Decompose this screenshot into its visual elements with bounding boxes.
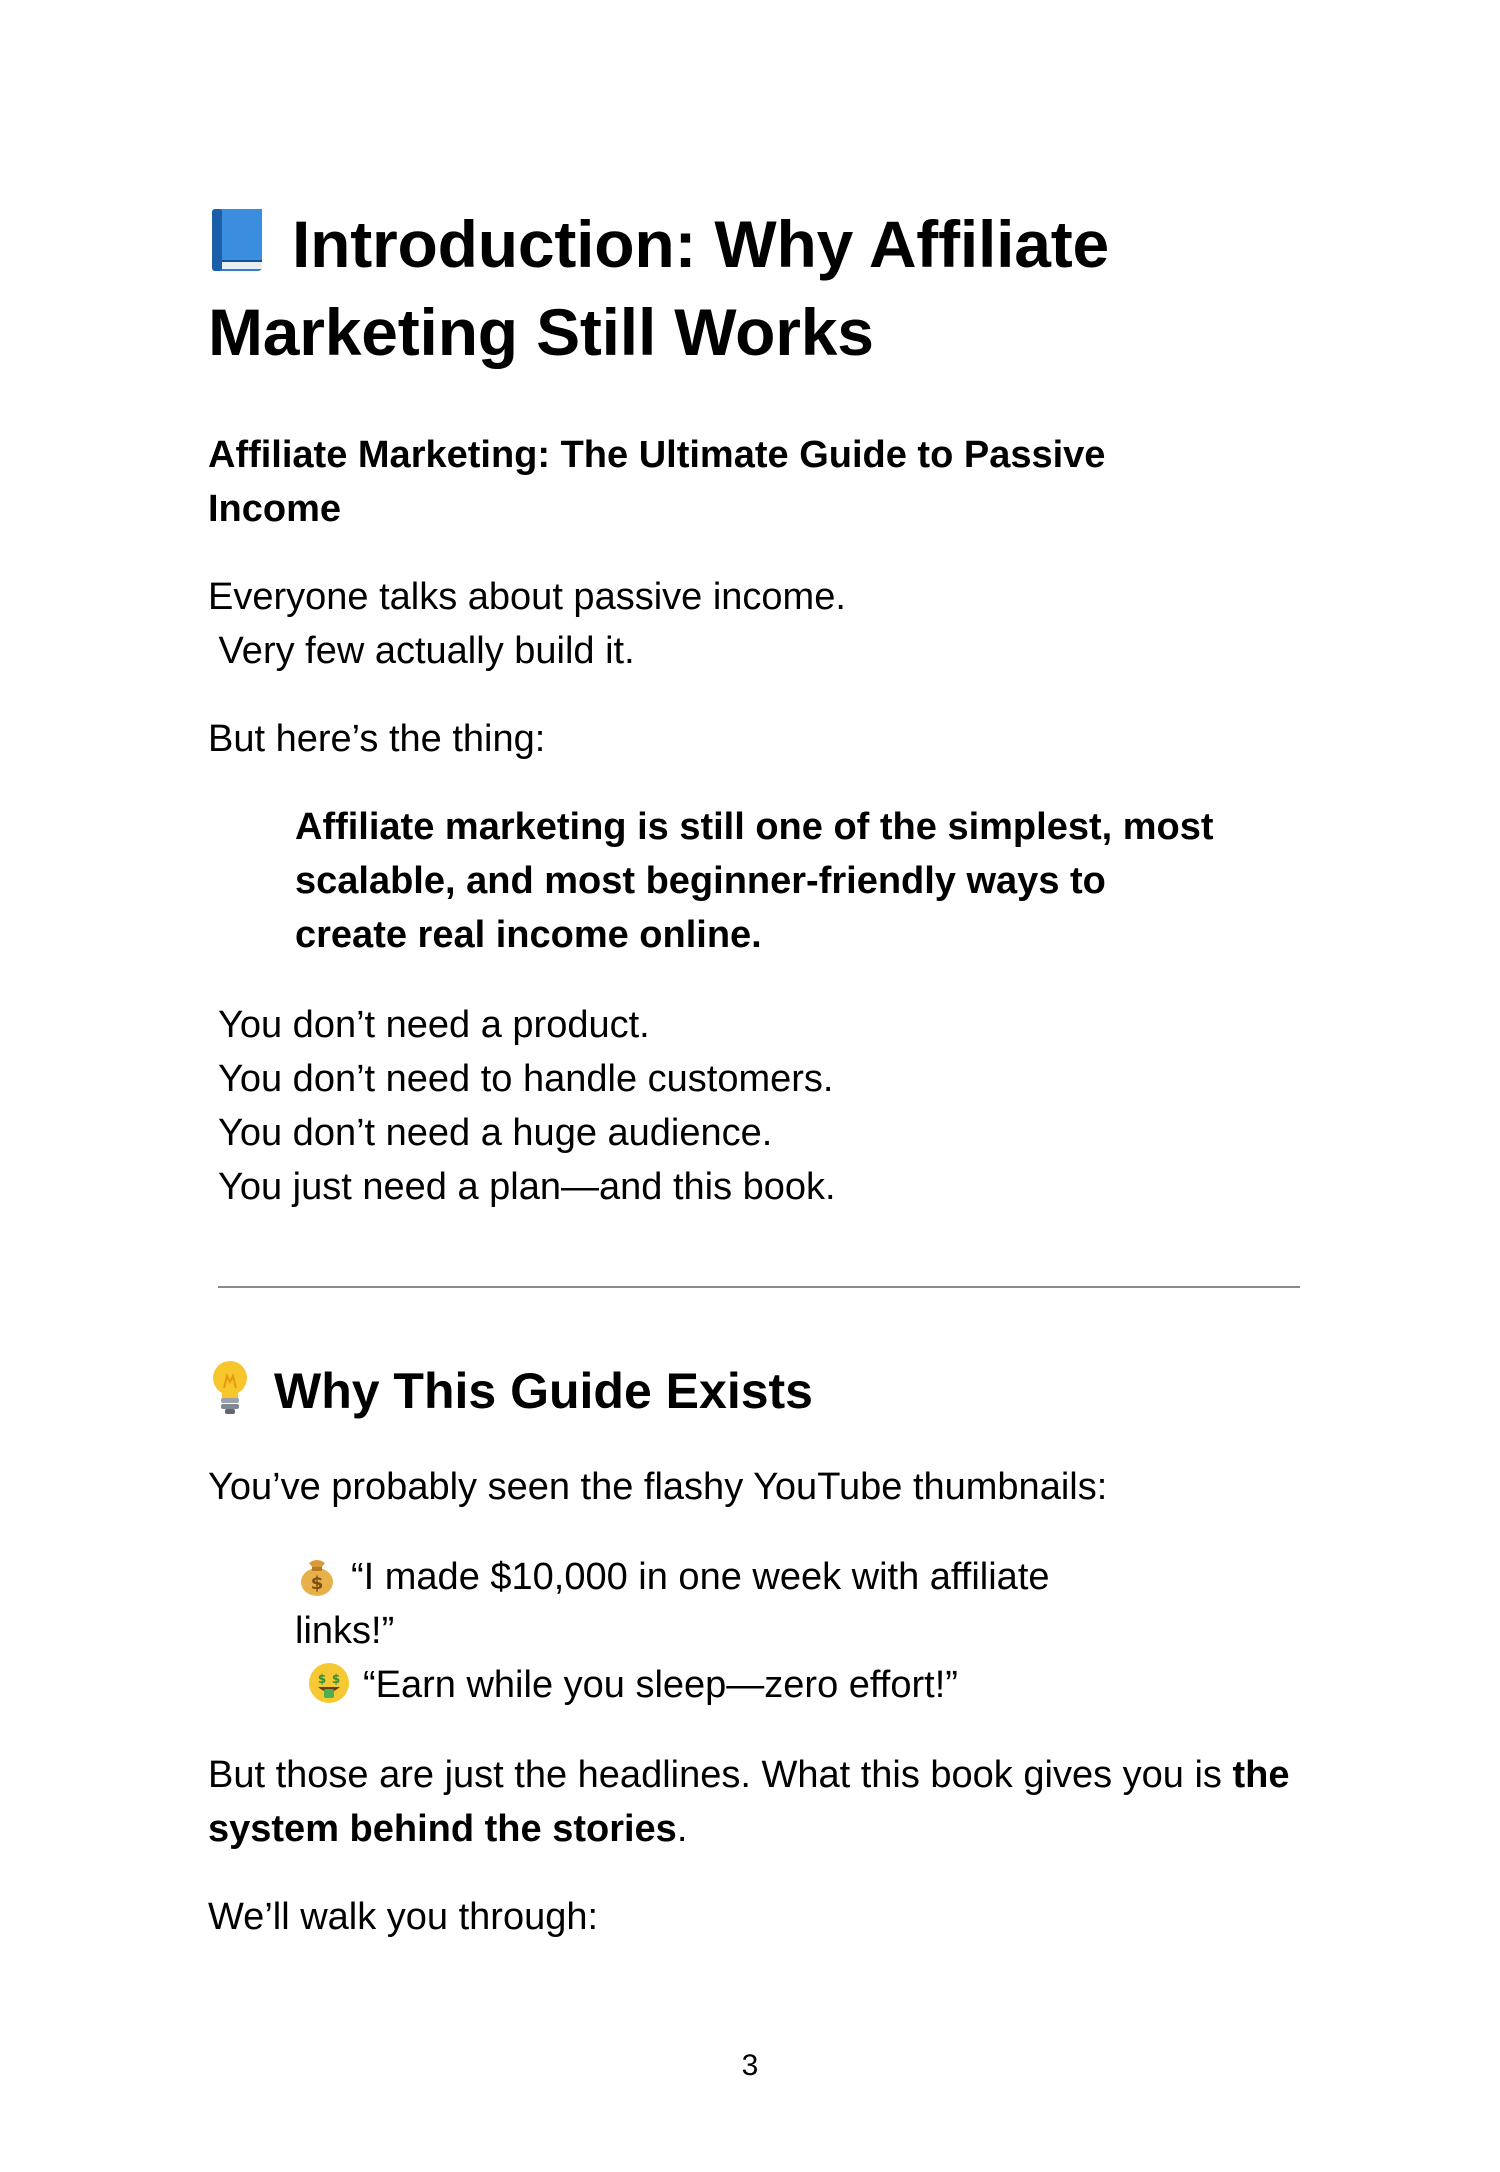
closing-emphasis: the system behind the stories bbox=[208, 1754, 1290, 1850]
needs-line-3: You don’t need a huge audience. bbox=[218, 1112, 773, 1154]
svg-text:$: $ bbox=[317, 1672, 327, 1686]
money-mouth-face-icon bbox=[307, 1661, 351, 1705]
intro-paragraph bbox=[208, 570, 1298, 678]
needs-line-1: You don’t need a product. bbox=[218, 1004, 650, 1046]
intro-line-1: Everyone talks about passive income. bbox=[208, 576, 846, 618]
walk-through-line: We’ll walk you through: bbox=[208, 1896, 599, 1938]
closing-paragraph bbox=[208, 1748, 1298, 1856]
thumbnail-quote-1-text: “I made $10,000 in one week with affiliate links!” bbox=[295, 1556, 1050, 1652]
svg-text:$: $ bbox=[331, 1672, 341, 1686]
section-heading bbox=[208, 1358, 1298, 1424]
page-title bbox=[208, 200, 1298, 376]
section-intro: You’ve probably seen the flashy YouTube thumbnails: bbox=[208, 1466, 1108, 1508]
needs-list bbox=[218, 998, 1298, 1214]
money-bag-icon bbox=[295, 1553, 339, 1597]
page-number: 3 bbox=[741, 2049, 759, 2082]
section-heading-text: Why This Guide Exists bbox=[274, 1363, 813, 1419]
thumbnail-quotes bbox=[295, 1550, 1155, 1712]
page-title-text: Introduction: Why Affiliate Marketing Still Works bbox=[208, 207, 1110, 369]
intro-line-2: Very few actually build it. bbox=[208, 630, 635, 672]
thumbnail-quote-2 bbox=[295, 1658, 1155, 1712]
needs-line-2: You don’t need to handle customers. bbox=[218, 1058, 834, 1100]
needs-line-4: You just need a plan—and this book. bbox=[218, 1166, 836, 1208]
thumbnail-quote-1 bbox=[295, 1550, 1155, 1658]
light-bulb-icon bbox=[208, 1358, 252, 1416]
document-page bbox=[208, 200, 1298, 1944]
closing-period: . bbox=[676, 1808, 688, 1850]
closing-text: But those are just the headlines. What this book gives you is bbox=[208, 1754, 1233, 1796]
key-quote: Affiliate marketing is still one of the simplest, most scalable, and most beginner-friendly ways to create real income online. bbox=[295, 806, 1214, 956]
subtitle: Affiliate Marketing: The Ultimate Guide to Passive Income bbox=[208, 434, 1106, 530]
thumbnail-quote-2-text: “Earn while you sleep—zero effort!” bbox=[363, 1664, 958, 1706]
section-divider bbox=[218, 1286, 1300, 1288]
lead-in: But here’s the thing: bbox=[208, 718, 546, 760]
blue-book-icon bbox=[208, 206, 266, 272]
svg-text:$: $ bbox=[310, 1573, 324, 1594]
